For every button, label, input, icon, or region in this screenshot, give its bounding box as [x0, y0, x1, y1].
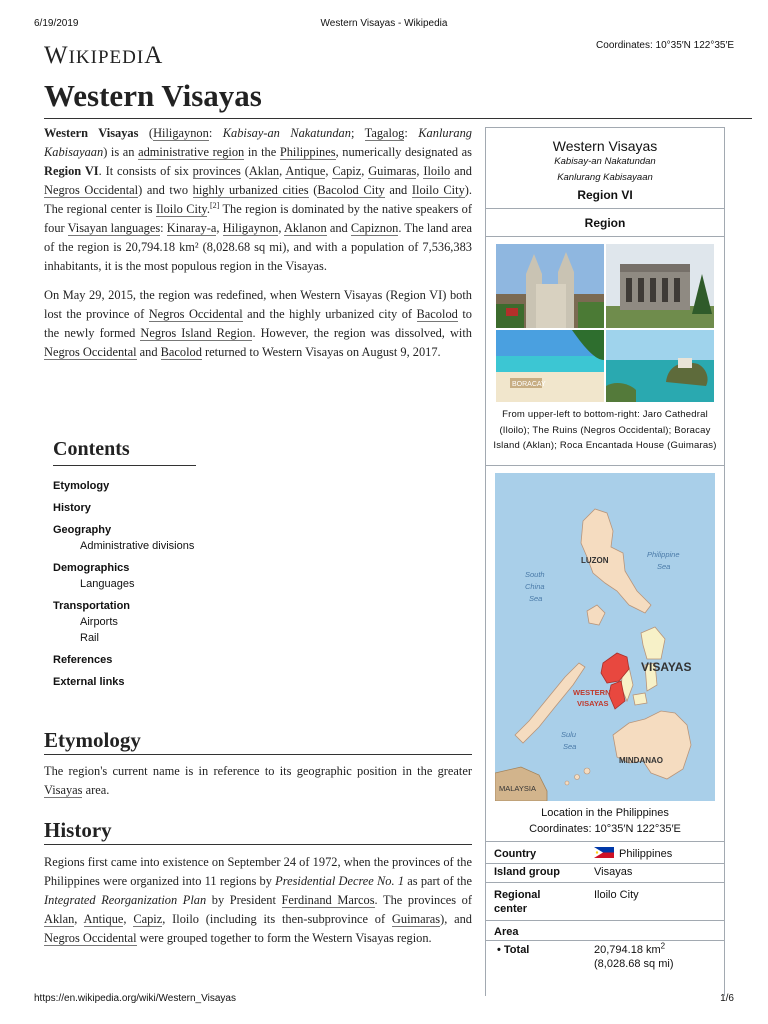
link-visayas[interactable]: Visayas — [44, 783, 83, 797]
print-date: 6/19/2019 — [34, 18, 79, 29]
toc-item-external-links[interactable]: External links — [53, 676, 125, 688]
link-bacolod[interactable]: Bacolod — [416, 307, 458, 321]
toc-item-references[interactable]: References — [53, 654, 113, 666]
toc-subitem-languages[interactable]: Languages — [80, 578, 135, 590]
svg-text:BORACAY: BORACAY — [512, 381, 546, 388]
infobox-alt-name-tagalog: Kanlurang Kabisayaan — [557, 172, 653, 183]
link-capiz[interactable]: Capiz — [332, 164, 362, 178]
reference-2[interactable]: [2] — [209, 200, 220, 210]
map-label-philippine-sea-2: Sea — [657, 562, 671, 571]
toc-subitem-airports[interactable]: Airports — [80, 616, 118, 628]
link-highly-urbanized-cities[interactable]: highly urbanized cities — [192, 183, 309, 197]
map-label-visayas: VISAYAS — [641, 660, 692, 674]
link-negros-occidental-2[interactable]: Negros Occidental — [148, 307, 243, 321]
map-label-philippine-sea-1: Philippine — [647, 550, 680, 559]
map-label-luzon: LUZON — [581, 556, 609, 565]
link-antique-2[interactable]: Antique — [83, 912, 124, 926]
map-label-sulu-1: Sulu — [561, 730, 577, 739]
map-label-malaysia: MALAYSIA — [499, 784, 536, 793]
link-guimaras-2[interactable]: Guimaras — [391, 912, 441, 926]
link-negros-occidental-4[interactable]: Negros Occidental — [44, 931, 137, 945]
toc-item-demographics[interactable]: Demographics — [53, 562, 130, 574]
link-negros-occidental[interactable]: Negros Occidental — [44, 183, 139, 197]
link-guimaras[interactable]: Guimaras — [368, 164, 417, 178]
infobox: Western Visayas Kabisay-an Nakatundan Kanlurang Kabisayaan Region VI Region BORACAY From upper-left to bottom-right: Jaro Cathedral (Iloilo); The Ruins (Negros Occidental); Boracay Island (Aklan); Roca Encantada House (Guimaras) LUZON Philippine Sea South China Sea VISAYAS WESTERN VISAYAS Sulu Sea MINDANAO MALAYSIA Location in the Philippines Coordinates: 10°35′N 122°35′E Country Philippines Island group Visayas Regional center Iloilo City Area • Total 20,794.18 $km^2$ (8,028.68 sq mi) — [485, 127, 725, 996]
toc-subitem-rail[interactable]: Rail — [80, 632, 99, 644]
link-capiznon[interactable]: Capiznon — [350, 221, 399, 235]
table-of-contents — [53, 438, 253, 690]
print-url: https://en.wikipedia.org/wiki/Western_Visayas — [34, 993, 236, 1004]
paragraph-2: On May 29, 2015, the region was redefined, when Western Visayas (Region VI) both lost the province of Negros Occidental and the highly urbanized city of Bacolod to the newly formed Negros Island Region. However, the region was dissolved, with Negros Occidental and Bacolod returned to Western Visayas on August 9, 2017. — [44, 288, 472, 359]
map-label-western-2: VISAYAS — [577, 699, 609, 708]
link-iloilo-city-2[interactable]: Iloilo City — [156, 202, 207, 216]
link-negros-occidental-3[interactable]: Negros Occidental — [44, 345, 137, 359]
map-label-south-china-1: South — [525, 570, 545, 579]
map-caption: Location in the Philippines Coordinates: 10°35′N 122°35′E — [486, 805, 724, 837]
infobox-title: Western Visayas — [552, 138, 658, 154]
link-hiligaynon-2[interactable]: Hiligaynon — [222, 221, 279, 235]
link-bacolod-city[interactable]: Bacolod City — [317, 183, 385, 197]
photo-the-ruins[interactable] — [606, 244, 714, 328]
print-title: Western Visayas - Wikipedia — [320, 18, 448, 29]
map-label-south-china-3: Sea — [529, 594, 543, 603]
section-heading-history: History — [44, 816, 472, 845]
philippines-flag-icon — [594, 847, 614, 858]
link-tagalog[interactable]: Tagalog — [364, 126, 405, 140]
link-administrative-region[interactable]: administrative region — [138, 145, 245, 159]
toc-item-history[interactable]: History — [53, 502, 91, 514]
photo-caption: From upper-left to bottom-right: Jaro Cathedral (Iloilo); The Ruins (Negros Occidental); Boracay Island (Aklan); Roca Encantada House (Guimaras) — [493, 409, 717, 451]
wikipedia-wordmark[interactable]: WIKIPEDIA — [44, 42, 164, 69]
link-negros-island-region[interactable]: Negros Island Region — [140, 326, 253, 340]
photo-boracay-island[interactable] — [496, 330, 604, 402]
link-aklan-2[interactable]: Aklan — [44, 912, 75, 926]
infobox-region-number: Region VI — [577, 188, 633, 202]
link-ferdinand-marcos[interactable]: Ferdinand Marcos — [281, 893, 375, 907]
infobox-alt-name-hiligaynon: Kabisay-an Nakatundan — [554, 156, 656, 167]
toc-title: Contents — [53, 438, 196, 466]
coordinates-top[interactable]: Coordinates: 10°35′N 122°35′E — [596, 40, 734, 51]
infobox-kind: Region — [584, 216, 626, 230]
map-label-sulu-2: Sea — [563, 742, 577, 751]
history-text: Regions first came into existence on September 24 of 1972, when the provinces of the Philippines were organized into 11 regions by Presidential Decree No. 1 as part of the Integrated Reorganization Plan by President Ferdinand Marcos. The provinces of Aklan, Antique, Capiz, Iloilo (including its then-subprovince of Guimaras), and Negros Occidental were grouped together to form the Western Visayas region. — [44, 855, 473, 945]
link-aklan[interactable]: Aklan — [248, 164, 280, 178]
link-philippines[interactable]: Philippines — [279, 145, 336, 159]
link-visayan-languages[interactable]: Visayan languages — [67, 221, 161, 235]
map-label-south-china-2: China — [525, 582, 545, 591]
link-iloilo[interactable]: Iloilo — [423, 164, 451, 178]
toc-item-etymology[interactable]: Etymology — [53, 480, 110, 492]
toc-item-geography[interactable]: Geography — [53, 524, 112, 536]
link-hiligaynon[interactable]: Hiligaynon — [153, 126, 209, 140]
link-kinaray-a[interactable]: Kinaray-a — [166, 221, 217, 235]
map-coordinates[interactable]: Coordinates: 10°35′N 122°35′E — [529, 823, 681, 835]
toc-item-transportation[interactable]: Transportation — [53, 600, 131, 612]
link-antique[interactable]: Antique — [285, 164, 326, 178]
photo-jaro-cathedral[interactable] — [496, 244, 604, 328]
philippines-location-map[interactable] — [495, 473, 715, 801]
photo-roca-encantada[interactable] — [606, 330, 714, 402]
page-title: Western Visayas — [44, 74, 752, 119]
map-label-mindanao: MINDANAO — [619, 756, 663, 765]
map-label-western-1: WESTERN — [573, 688, 611, 697]
country-value[interactable]: Philippines — [619, 848, 673, 860]
link-bacolod-2[interactable]: Bacolod — [160, 345, 202, 359]
etymology-text: The region's current name is in reference to its geographic position in the greater Visayas area. — [44, 764, 472, 797]
link-iloilo-city[interactable]: Iloilo City — [411, 183, 465, 197]
toc-subitem-administrative-divisions[interactable]: Administrative divisions — [80, 540, 195, 552]
section-heading-etymology: Etymology — [44, 726, 472, 755]
article-intro — [44, 124, 472, 372]
link-capiz-2[interactable]: Capiz — [133, 912, 163, 926]
link-provinces[interactable]: provinces — [192, 164, 241, 178]
intro-paragraph: Western Visayas (Hiligaynon: Kabisay-an Nakatundan; Tagalog: Kanlurang Kabisayaan) is an administrative region in the Philippines, numerically designated as Region VI. It consists of six provinces (Aklan, Antique, Capiz, Guimaras, Iloilo and Negros Occidental) and two highly urbanized cities (Bacolod City and Iloilo City). The regional center is Iloilo City.[2] The region is dominated by the native speakers of four Visayan languages: Kinaray-a, Hiligaynon, Aklanon and Capiznon. The land area of the region is 20,794.18 km² (8,028.68 sq mi), and with a population of 7,536,383 inhabitants, it is the most populous region in the Visayas. — [44, 126, 472, 273]
print-page-number: 1/6 — [720, 993, 734, 1004]
link-aklanon[interactable]: Aklanon — [283, 221, 327, 235]
